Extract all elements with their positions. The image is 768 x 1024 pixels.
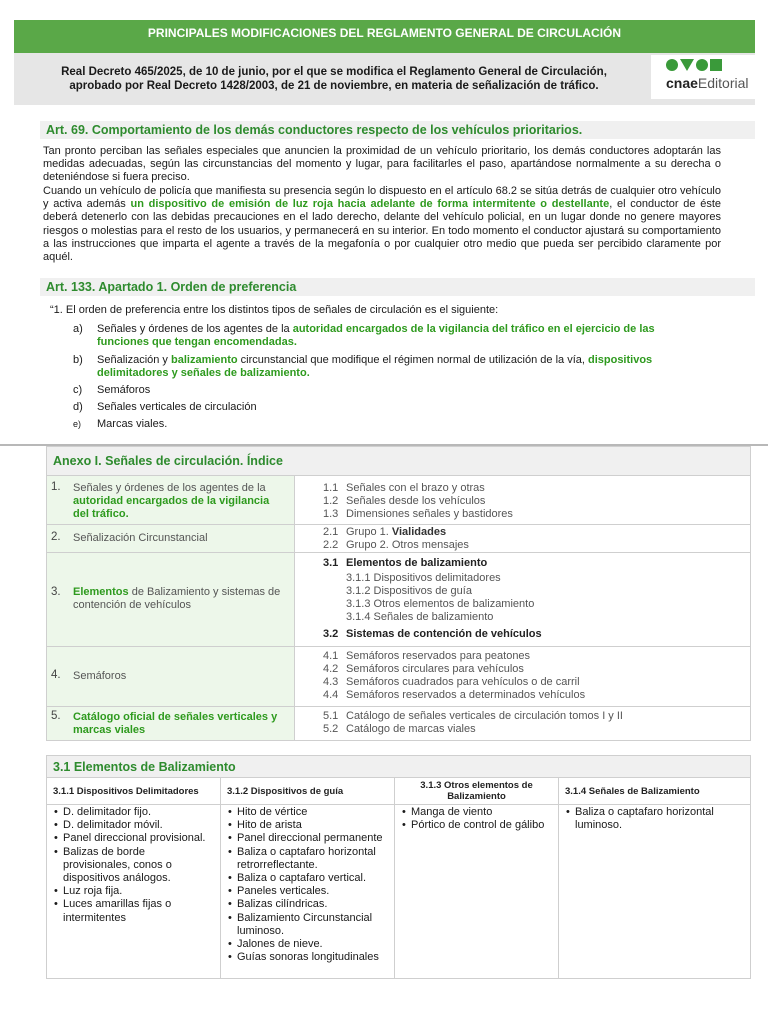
list-item: • Baliza o captafaro horizontal luminoso.	[565, 806, 730, 832]
cnae-editorial-logo	[651, 55, 755, 99]
col-header-otros: 3.1.3 Otros elementos de Balizamiento	[395, 778, 559, 805]
list-item: • Hito de vértice	[227, 806, 388, 819]
col-delimitadores	[47, 805, 221, 978]
list-item: • Pórtico de control de gálibo	[401, 819, 546, 832]
art69-paragraph-2: Cuando un vehículo de policía que manifiesta su presencia según lo dispuesto en el artículo 68.2 se sitúa detrás de cualquier otro vehículo y activa además un dispositivo de emisión de luz roja hacia adelante de forma intermitente o destellante, el conductor de éste deberá detenerlo con las debidas precauciones en el lado derecho, delante del vehículo policial, en un lugar donde no genere mayores riesgos o molestias para el resto de los usuarios, y permanecerá en su interior. En todo momento el conductor ajustará su comportamiento a las instrucciones que imparta el agente a través de la megafonía o por cualquier otro medio que pueda ser percibido claramente por aquél.	[43, 185, 721, 264]
annex-row-2: 2. Señalización Circunstancial 2.1 Grupo 1. Vialidades 2.2 Grupo 2. Otros mensajes	[47, 525, 750, 553]
balizamiento-table	[46, 755, 751, 979]
art133-intro: “1. El orden de preferencia entre los distintos tipos de señales de circulación es el siguiente:	[50, 304, 499, 316]
col-senales	[559, 805, 750, 978]
list-item: • Balizamiento Circunstancial luminoso.	[227, 912, 388, 938]
list-item: • Paneles verticales.	[227, 885, 388, 898]
decree-header	[14, 53, 755, 105]
col-header-guia: 3.1.2 Dispositivos de guía	[221, 778, 395, 805]
document-title: PRINCIPALES MODIFICACIONES DEL REGLAMENTO GENERAL DE CIRCULACIÓN	[147, 26, 622, 40]
logo-wordmark: cnaeEditorial	[666, 75, 749, 91]
art69-paragraph-1: Tan pronto perciban las señales especiales que anuncien la proximidad de un vehículo prioritario, los demás conductores adoptarán las medidas adecuadas, según las circunstancias del momento y lugar, para facilitarles el paso, apartándose normalmente a su derecha o deteniéndose si fuera preciso.	[43, 145, 721, 184]
list-item: • Jalones de nieve.	[227, 938, 388, 951]
list-item: • Baliza o captafaro horizontal retrorreflectante.	[227, 846, 388, 872]
col-header-delimitadores: 3.1.1 Dispositivos Delimitadores	[47, 778, 221, 805]
annex-row-3: 3. Elementos de Balizamiento y sistemas de contención de vehículos 3.1 Elementos de balizamiento 3.1.1 Dispositivos delimitadores 3.1.2 Dispositivos de guía 3.1.3 Otros elementos de balizamiento 3.1.4 Señales de balizamiento 3.2 Sistemas de contención de vehículos	[47, 553, 750, 647]
col-otros	[395, 805, 559, 978]
art133-title: Art. 133. Apartado 1. Orden de preferencia	[40, 278, 755, 296]
logo-shapes-icon	[666, 59, 724, 71]
list-item: • Luces amarillas fijas o intermitentes	[53, 898, 214, 924]
list-item: • Luz roja fija.	[53, 885, 214, 898]
balizamiento-title: 3.1 Elementos de Balizamiento	[47, 756, 750, 778]
list-item: • D. delimitador fijo.	[53, 806, 214, 819]
list-item: • Balizas de borde provisionales, conos o dispositivos análogos.	[53, 846, 214, 886]
document-title-bar	[14, 20, 755, 53]
annex-row-5: 5. Catálogo oficial de señales verticales y marcas viales 5.1 Catálogo de señales verticales de circulación tomos I y II 5.2 Catálogo de marcas viales	[47, 707, 750, 740]
list-item: • Manga de viento	[401, 806, 546, 819]
annex-index-table	[46, 446, 751, 741]
col-guia	[221, 805, 395, 978]
list-item: • Panel direccional provisional.	[53, 832, 214, 845]
list-item: • D. delimitador móvil.	[53, 819, 214, 832]
annex-row-4: 4. Semáforos 4.1 Semáforos reservados para peatones 4.2 Semáforos circulares para vehículos 4.3 Semáforos cuadrados para vehículos o de carril 4.4 Semáforos reservados a determinados vehículos	[47, 647, 750, 707]
list-item: • Guías sonoras longitudinales	[227, 951, 388, 964]
list-item: • Panel direccional permanente	[227, 832, 388, 845]
annex-row-1: 1. Señales y órdenes de los agentes de la autoridad encargados de la vigilancia del tráfico. 1.1 Señales con el brazo y otras 1.2 Señales desde los vehículos 1.3 Dimensiones señales y bastidores	[47, 476, 750, 525]
list-item: • Balizas cilíndricas.	[227, 898, 388, 911]
list-item: • Baliza o captafaro vertical.	[227, 872, 388, 885]
annex-title: Anexo I. Señales de circulación. Índice	[47, 447, 750, 476]
col-header-senales: 3.1.4 Señales de Balizamiento	[559, 778, 750, 805]
list-item: • Hito de arista	[227, 819, 388, 832]
art69-title: Art. 69. Comportamiento de los demás conductores respecto de los vehículos prioritarios.	[40, 121, 755, 139]
decree-subtitle: Real Decreto 465/2025, de 10 de junio, por el que se modifica el Reglamento General de Circulación, aprobado por Real Decreto 1428/2003, de 21 de noviembre, en materia de señalización de tráfico.	[61, 66, 607, 92]
